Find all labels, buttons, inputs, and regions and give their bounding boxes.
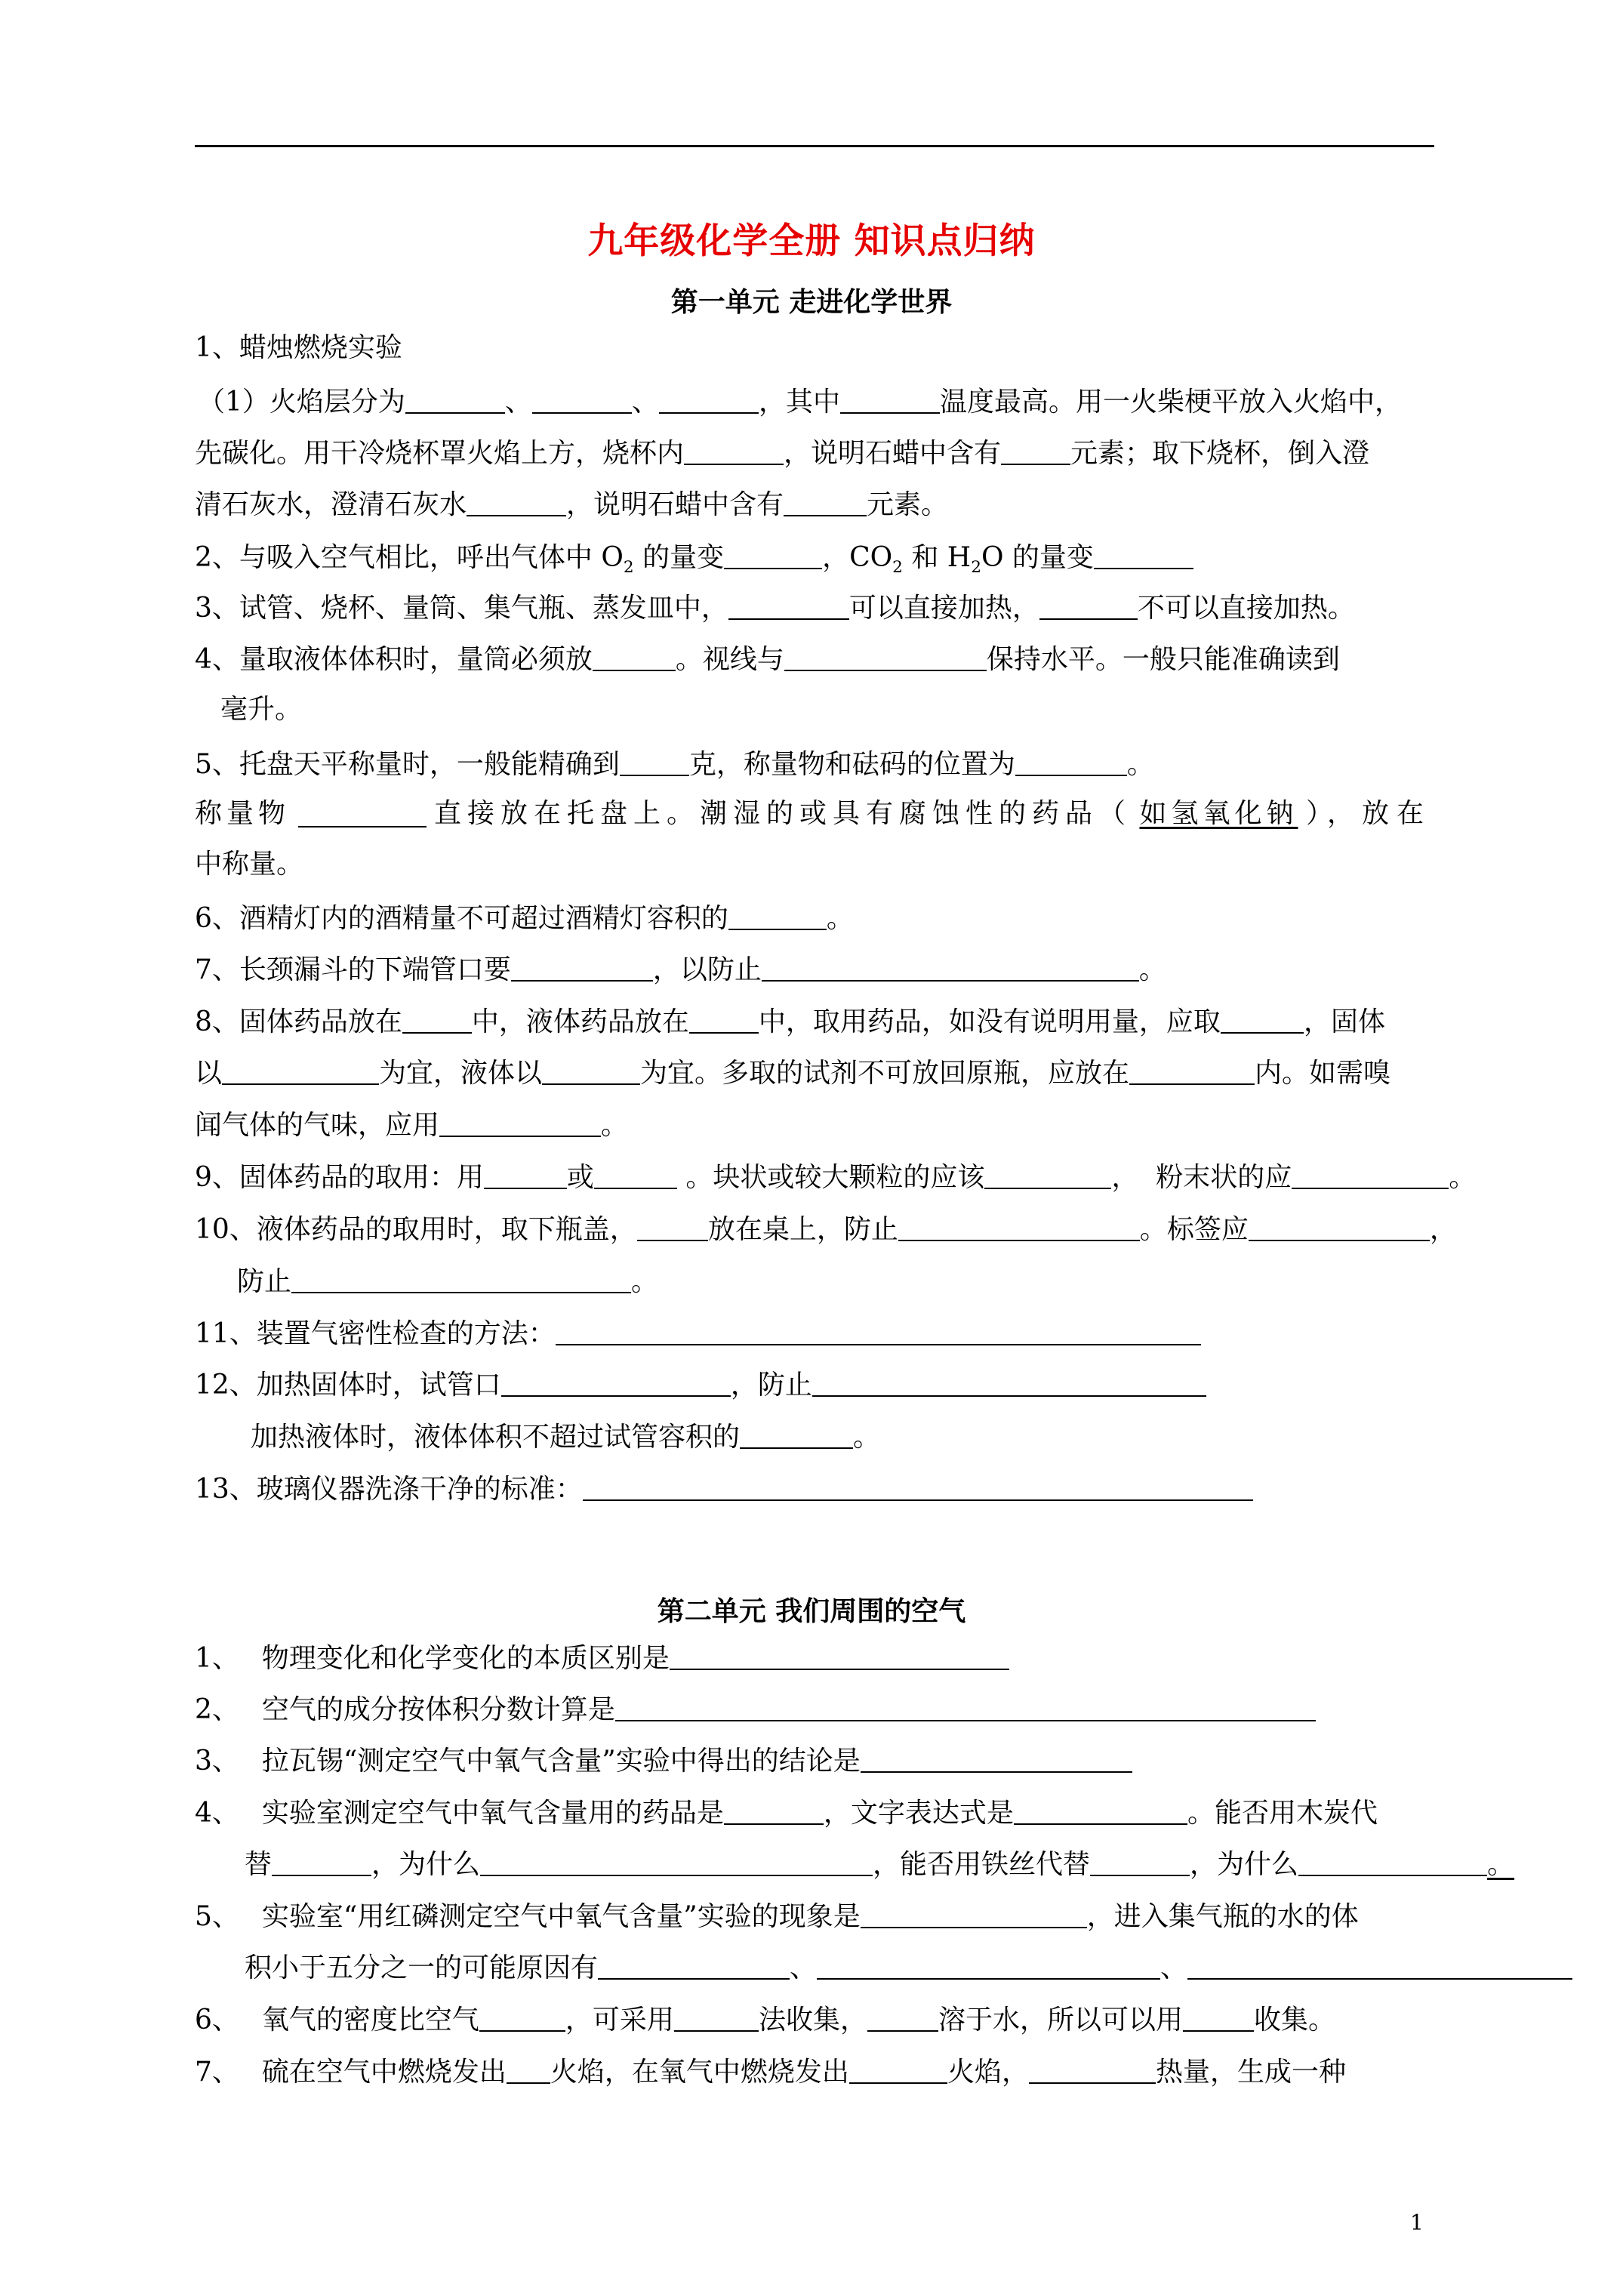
unit1-q8-line2: 以 为宜，液体以 为宜。多取的试剂不可放回原瓶，应放在 内。如需嗅 bbox=[195, 1058, 1391, 1089]
unit1-q9: 9、固体药品的取用：用 或 。块状或较大颗粒的应该 ， 粉末状的应 。 bbox=[195, 1162, 1477, 1193]
unit1-q8-line3: 闻气体的气味，应用 。 bbox=[195, 1110, 629, 1141]
unit1-q3: 3、试管、烧杯、量筒、集气瓶、蒸发皿中， 可以直接加热， 不可以直接加热。 bbox=[195, 593, 1355, 624]
unit1-q10-line2: 防止 。 bbox=[237, 1266, 659, 1297]
unit1-heading: 第一单元 走进化学世界 bbox=[670, 286, 953, 318]
document-title: 九年级化学全册 知识点归纳 bbox=[587, 220, 1036, 262]
unit2-heading: 第二单元 我们周围的空气 bbox=[657, 1595, 966, 1627]
unit1-q13: 13、玻璃仪器洗涤干净的标准： bbox=[195, 1474, 1253, 1503]
unit1-q1-line1: （1）火焰层分为 、 、 ，其中 温度最高。用一火柴梗平放入火焰中， bbox=[198, 387, 1402, 418]
unit1-q5-line3: 中称量。 bbox=[195, 849, 304, 880]
unit1-q4-line2: 毫升。 bbox=[220, 694, 303, 725]
unit1-q1-title: 1、蜡烛燃烧实验 bbox=[195, 332, 402, 363]
unit2-q1: 1、 物理变化和化学变化的本质区别是 bbox=[195, 1643, 1009, 1672]
unit1-q5-line1: 5、托盘天平称量时，一般能精确到 克，称量物和砝码的位置为 。 bbox=[195, 749, 1154, 780]
unit1-q5-line2: 称量物 直接放在托盘上。潮湿的或具有腐蚀性的药品（ 如氢氧化钠 ），放在 bbox=[195, 798, 1431, 829]
unit1-q2: 2、与吸入空气相比，呼出气体中 $O_2$ 的量变 ，$CO_2$ 和 $H_2O$ 的量变 bbox=[195, 542, 1193, 576]
unit2-q5-line2: 积小于五分之一的可能原因有 、 、 bbox=[245, 1952, 1572, 1982]
unit1-q8-line1: 8、固体药品放在 中，液体药品放在 中，取用药品，如没有说明用量，应取 ，固体 bbox=[195, 1006, 1385, 1037]
unit2-q5-line1: 5、 实验室“用红磷测定空气中氧气含量”实验的现象是 ，进入集气瓶的水的体 bbox=[195, 1901, 1359, 1932]
unit1-q11: 11、装置气密性检查的方法： bbox=[195, 1318, 1201, 1348]
header-rule bbox=[195, 145, 1434, 147]
unit1-q12-line1: 12、加热固体时，试管口 ，防止 bbox=[195, 1370, 1206, 1399]
unit1-q7: 7、长颈漏斗的下端管口要 ，以防止 。 bbox=[195, 954, 1166, 985]
unit1-q1-line3: 清石灰水，澄清石灰水 ，说明石蜡中含有 元素。 bbox=[195, 489, 949, 520]
unit1-q1-line2: 先碳化。用干冷烧杯罩火焰上方，烧杯内 ，说明石蜡中含有 元素；取下烧杯，倒入澄 bbox=[195, 438, 1370, 469]
unit2-q3: 3、 拉瓦锡“测定空气中氧气含量”实验中得出的结论是 bbox=[195, 1746, 1132, 1775]
unit1-q10-line1: 10、液体药品的取用时，取下瓶盖， 放在桌上，防止 。标签应 ， bbox=[195, 1214, 1457, 1245]
unit1-q6: 6、酒精灯内的酒精量不可超过酒精灯容积的 。 bbox=[195, 903, 854, 934]
unit1-q12-line2: 加热液体时，液体体积不超过试管容积的 。 bbox=[251, 1422, 881, 1453]
unit2-q2: 2、 空气的成分按体积分数计算是 bbox=[195, 1694, 1316, 1724]
unit2-q7: 7、 硫在空气中燃烧发出 火焰，在氧气中燃烧发出 火焰， 热量，生成一种 bbox=[195, 2057, 1346, 2088]
unit1-q4-line1: 4、量取液体体积时，量筒必须放 。视线与 保持水平。一般只能准确读到 bbox=[195, 644, 1340, 675]
unit2-q4-line2: 替 ，为什么 ，能否用铁丝代替 ，为什么 。 bbox=[245, 1849, 1515, 1880]
unit2-q4-line1: 4、 实验室测定空气中氧气含量用的药品是 ，文字表达式是 。能否用木炭代 bbox=[195, 1798, 1378, 1829]
unit2-q6: 6、 氧气的密度比空气 ，可采用 法收集， 溶于水，所以可以用 收集。 bbox=[195, 2005, 1335, 2036]
page-number: 1 bbox=[1410, 2210, 1424, 2235]
